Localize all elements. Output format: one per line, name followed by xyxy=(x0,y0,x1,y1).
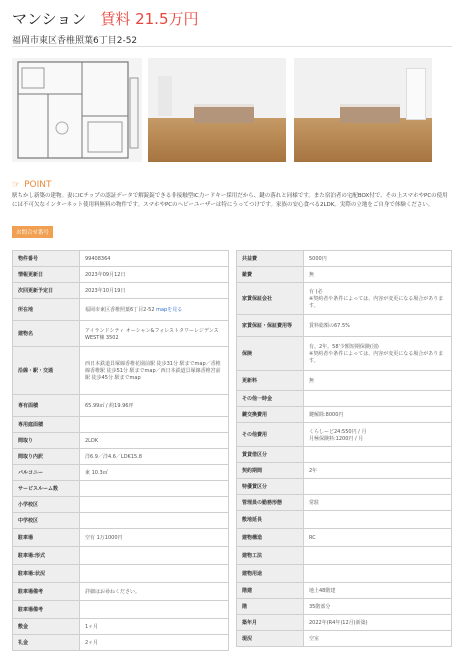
spec-key: 管理員の勤務形態 xyxy=(237,495,304,511)
spec-value-text: 2022年(R4年)12月(新築) xyxy=(309,620,368,626)
spec-value xyxy=(80,465,229,481)
spec-value xyxy=(80,481,229,497)
spec-value-text: 99408364 xyxy=(85,255,111,262)
spec-row xyxy=(13,465,229,481)
hand-pointer-icon: ☞ xyxy=(12,180,21,190)
spec-row xyxy=(13,481,229,497)
spec-row xyxy=(237,479,452,495)
spec-value-text: アイランドシティ オーシャン&フォレストタワーレジデンス WEST棟 3502 xyxy=(85,327,219,341)
spec-value-text: 東 10.3㎡ xyxy=(85,470,108,476)
spec-value xyxy=(80,417,229,433)
spec-value xyxy=(304,615,452,631)
spec-row xyxy=(13,635,229,651)
spec-row xyxy=(237,565,452,583)
spec-row xyxy=(13,251,229,267)
spec-value-text: 空室 xyxy=(309,636,320,642)
spec-key: 特優賃区分 xyxy=(237,479,304,495)
spec-row xyxy=(13,417,229,433)
spec-value xyxy=(80,565,229,583)
spec-value xyxy=(304,267,452,283)
spec-value-text: 2LDK xyxy=(85,437,99,444)
spec-value xyxy=(80,433,229,449)
spec-key: 駐車場備考 xyxy=(13,601,80,619)
spec-row xyxy=(237,529,452,547)
spec-row xyxy=(13,299,229,321)
property-spec-table-left xyxy=(12,250,229,651)
spec-key: 礼金 xyxy=(13,635,80,651)
spec-value xyxy=(80,283,229,299)
spec-value xyxy=(80,449,229,465)
point-heading xyxy=(12,180,51,190)
spec-value-text: 西日本鉄道貝塚線香椎花園前駅 徒歩31分 駅までmap／香椎線香椎駅 徒歩51分 駅までmap／西日本鉄道貝塚線香椎宮前駅 徒歩45分 駅までmap xyxy=(85,361,221,381)
spec-value xyxy=(80,601,229,619)
spec-value xyxy=(304,479,452,495)
spec-value xyxy=(80,619,229,635)
listing-header xyxy=(12,8,452,46)
spec-row xyxy=(13,283,229,299)
spec-key: 物件番号 xyxy=(13,251,80,267)
spec-value xyxy=(80,347,229,395)
spec-key: 中学校区 xyxy=(13,513,80,529)
spec-key: その他一時金 xyxy=(237,391,304,407)
spec-row xyxy=(13,529,229,547)
spec-value-text: 賃料総額の67.5% xyxy=(309,323,350,329)
spec-row xyxy=(237,391,452,407)
spec-row xyxy=(237,283,452,315)
spec-value-text: 35階部分 xyxy=(309,604,331,610)
spec-value xyxy=(304,391,452,407)
spec-key: 建物構造 xyxy=(237,529,304,547)
spec-row xyxy=(237,251,452,267)
spec-key: 現況 xyxy=(237,631,304,647)
spec-value xyxy=(80,529,229,547)
spec-row xyxy=(237,495,452,511)
spec-row xyxy=(237,267,452,283)
spec-row xyxy=(237,315,452,337)
spec-key: 駐車場:状況 xyxy=(13,565,80,583)
spec-value xyxy=(80,513,229,529)
spec-row xyxy=(13,497,229,513)
spec-value-text: 詳細はお尋ねください。 xyxy=(85,589,141,595)
spec-value-text: 2ヶ月 xyxy=(85,640,99,646)
spec-row xyxy=(13,433,229,449)
spec-value xyxy=(80,547,229,565)
spec-key: 専用庭面積 xyxy=(13,417,80,433)
spec-row xyxy=(13,601,229,619)
spec-value xyxy=(304,251,452,267)
spec-value xyxy=(80,497,229,513)
spec-value-text: 洋6.9／洋4.6／LDK15.8 xyxy=(85,454,142,460)
spec-row xyxy=(13,565,229,583)
spec-key: 駐車場:形式 xyxy=(13,547,80,565)
interior-photo-1[interactable] xyxy=(148,58,286,162)
spec-value xyxy=(304,495,452,511)
spec-value xyxy=(80,267,229,283)
spec-value-text: くらしーど24:550円 / 月 月極保険料:1200円 / 月 xyxy=(309,428,367,442)
property-type: マンション xyxy=(12,10,87,28)
spec-key: 共益費 xyxy=(237,251,304,267)
spec-key: 建物用途 xyxy=(237,565,304,583)
spec-value xyxy=(304,529,452,547)
spec-key: 建物名 xyxy=(13,321,80,347)
spec-row xyxy=(237,463,452,479)
spec-value xyxy=(304,599,452,615)
spec-row xyxy=(237,337,452,371)
spec-key: 敷金 xyxy=(13,619,80,635)
spec-key: 駐車場備考 xyxy=(13,583,80,601)
property-address: 福岡市東区香椎照葉6丁目2-52 xyxy=(12,36,138,46)
spec-value xyxy=(304,511,452,529)
spec-value xyxy=(304,583,452,599)
inquiry-number-tag: お問合せ番号 xyxy=(12,226,53,238)
spec-row xyxy=(237,371,452,391)
spec-row xyxy=(13,267,229,283)
spec-value xyxy=(80,395,229,417)
spec-value xyxy=(304,371,452,391)
spec-key: 沿線・駅・交通 xyxy=(13,347,80,395)
point-title-text: POINT xyxy=(24,180,52,190)
spec-row xyxy=(13,321,229,347)
spec-key: 情報更新日 xyxy=(13,267,80,283)
spec-value-text: RC xyxy=(309,534,316,541)
spec-row xyxy=(237,631,452,647)
spec-value xyxy=(304,337,452,371)
spec-value-text: 無 xyxy=(309,378,315,384)
spec-key: 契約期間 xyxy=(237,463,304,479)
spec-key: 雑費 xyxy=(237,267,304,283)
spec-key: 敷地延長 xyxy=(237,511,304,529)
photo-strip xyxy=(12,58,452,164)
spec-row xyxy=(237,615,452,631)
spec-row xyxy=(237,423,452,447)
spec-value-text: 有。2年。58'少額短期保険(別) ※契約者や条件によっては、内容が変更になる場合があります。 xyxy=(309,344,444,364)
spec-key: 建物工法 xyxy=(237,547,304,565)
spec-key: その他費用 xyxy=(237,423,304,447)
spec-row xyxy=(13,547,229,565)
spec-key: 保険 xyxy=(237,337,304,371)
spec-value xyxy=(304,631,452,647)
spec-value-text: 2年 xyxy=(309,468,318,474)
spec-key: 間取り xyxy=(13,433,80,449)
spec-value-text: 2023年10月19日 xyxy=(85,288,126,294)
spec-row xyxy=(13,347,229,395)
spec-key: 家賃保証・保証費用等 xyxy=(237,315,304,337)
spec-value-text: 有 (必 ※契約者や条件によっては、内容が変更になる場合があります。 xyxy=(309,289,444,309)
spec-value-text: 鍵解除:8000円 xyxy=(309,412,344,418)
spec-row xyxy=(13,513,229,529)
spec-value-text: 無 xyxy=(309,272,315,278)
spec-value xyxy=(80,251,229,267)
spec-value xyxy=(304,283,452,315)
spec-key: 次回更新予定日 xyxy=(13,283,80,299)
spec-row xyxy=(13,449,229,465)
spec-row xyxy=(13,583,229,601)
spec-key: 鍵交換費用 xyxy=(237,407,304,423)
rent-price: 賃料 21.5万円 xyxy=(100,10,199,28)
spec-row xyxy=(237,547,452,565)
spec-row xyxy=(237,407,452,423)
spec-key: 専有面積 xyxy=(13,395,80,417)
spec-row xyxy=(237,599,452,615)
map-link[interactable]: mapを見る xyxy=(156,307,183,313)
spec-value xyxy=(80,321,229,347)
spec-value-text: 65.99㎡ / 約19.96坪 xyxy=(85,403,134,409)
spec-value-text: 福岡市東区香椎照葉6丁目2-52 xyxy=(85,307,155,313)
spec-key: 階建 xyxy=(237,583,304,599)
header-divider xyxy=(12,46,452,47)
spec-value xyxy=(80,635,229,651)
spec-key: バルコニー xyxy=(13,465,80,481)
spec-value xyxy=(304,407,452,423)
property-spec-table-right xyxy=(236,250,452,647)
interior-photo-2[interactable] xyxy=(294,58,432,162)
spec-value xyxy=(304,463,452,479)
spec-value-text: 1ヶ月 xyxy=(85,624,99,630)
spec-value xyxy=(304,447,452,463)
spec-key: 階 xyxy=(237,599,304,615)
spec-value-text: 2023年09月12日 xyxy=(85,272,126,278)
spec-value xyxy=(304,565,452,583)
spec-key: 築年月 xyxy=(237,615,304,631)
spec-value xyxy=(80,299,229,321)
spec-key: 所在地 xyxy=(13,299,80,321)
spec-value-text: 5000円 xyxy=(309,256,327,262)
spec-key: 小学校区 xyxy=(13,497,80,513)
spec-value-text: 地上48階建 xyxy=(309,588,336,594)
spec-value xyxy=(80,583,229,601)
spec-key: 家賃保証会社 xyxy=(237,283,304,315)
spec-key: 駐車場 xyxy=(13,529,80,547)
spec-row xyxy=(13,395,229,417)
spec-key: サービスルーム数 xyxy=(13,481,80,497)
spec-value xyxy=(304,423,452,447)
spec-value xyxy=(304,315,452,337)
spec-value-text: 空有 1万1000円 xyxy=(85,535,123,541)
spec-row xyxy=(13,619,229,635)
spec-row xyxy=(237,583,452,599)
spec-row xyxy=(237,447,452,463)
spec-value-text: 常駐 xyxy=(309,500,320,506)
spec-row xyxy=(237,511,452,529)
spec-key: 更新料 xyxy=(237,371,304,391)
spec-key: 間取り内訳 xyxy=(13,449,80,465)
point-description: 駅ちかし新築の建物。妻にICチップの認証データで解錠錠できる非接触型IC力ードキー採用だから、鍵の落れと同様です。また宿泊者の宅配BOX付で、その上スマホやPCの使用には不可欠なインターネット使用料無料の物件です。スマホやPCのヘビーユーザーは特にうってつけです。家族の安心食べる2LDK。実際の立地をご自身で体験ください。 xyxy=(12,193,448,208)
spec-key: 賃貸借区分 xyxy=(237,447,304,463)
floorplan-image[interactable] xyxy=(12,58,142,162)
spec-value xyxy=(304,547,452,565)
